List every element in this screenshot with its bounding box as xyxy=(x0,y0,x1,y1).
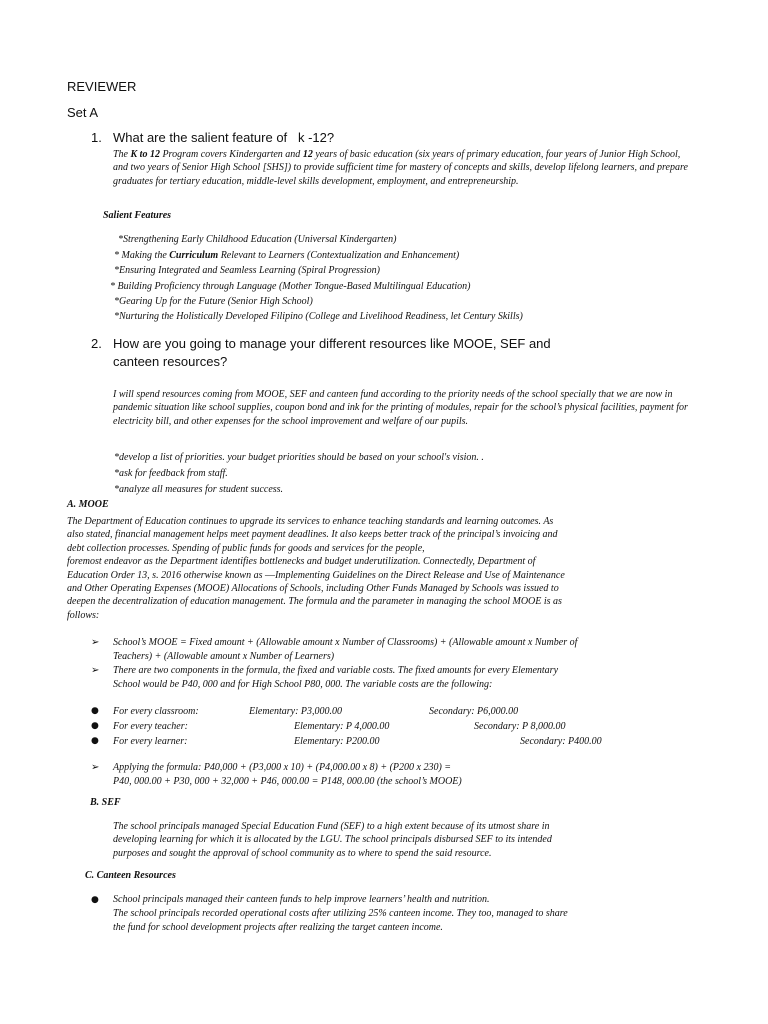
question-2-line-1: How are you going to manage your different resources like MOOE, SEF and xyxy=(113,336,551,351)
canteen-bullet-text: School principals managed their canteen funds to help improve learners’ health and nutrition. xyxy=(113,894,490,905)
sef-paragraph xyxy=(113,820,552,860)
mooe-line: Education Order 13, s. 2016 otherwise known as ―Implementing Guidelines on the Direct Release and Use of Maintenance xyxy=(67,569,565,581)
question-1 xyxy=(91,130,731,148)
arrow-bullet-icon: ➢ xyxy=(91,762,100,773)
k12-intro-paragraph xyxy=(113,148,693,188)
bullet-dot-icon: ● xyxy=(91,895,99,905)
components-line: There are two components in the formula, the fixed and variable costs. The fixed amounts for every Elementary xyxy=(113,665,559,676)
mooe-line: and Other Operating Expenses (MOOE) Allocations of Schools, including Other Funds Managed by Schools was issued to xyxy=(67,583,559,595)
canteen-heading: C. Canteen Resources xyxy=(85,870,176,881)
mooe-components-item xyxy=(91,664,711,694)
mooe-line: debt collection processes. Spending of public funds for goods and services for the people, xyxy=(67,542,425,554)
question-1-text: What are the salient feature of k -12? xyxy=(113,130,335,145)
mooe-paragraph xyxy=(67,515,565,622)
arrow-bullet-icon: ➢ xyxy=(91,665,100,676)
set-label: Set A xyxy=(67,105,99,120)
formula-line: Teachers) + (Allowable amount x Number of Learners) xyxy=(113,651,335,662)
cost-row-learner xyxy=(91,736,711,750)
bullet-dot-icon: ● xyxy=(91,721,99,731)
components-line: School would be P40, 000 and for High School P80, 000. The variable costs are the following: xyxy=(113,679,493,690)
cost-elementary: Elementary: P3,000.00 xyxy=(249,706,343,717)
question-2-number: 2. xyxy=(91,336,102,351)
bullet-dot-icon: ● xyxy=(91,736,99,746)
intro-text-1: The xyxy=(113,149,131,160)
mooe-line: deepen the decentralization of education management. The formula and the parameter in managing the school MOOE is as xyxy=(67,596,562,608)
feature-item: *Gearing Up for the Future (Senior High School) xyxy=(114,296,313,307)
resources-answer-paragraph: I will spend resources coming from MOOE, SEF and canteen fund according to the priority needs of the school specially that we are now in pandemic situation like school supplies, coupon bond and ink for the printing of modules, repair for the school’s physical facilities, payment for electricity bill, and other expenses for the school improvement and welfare of our pupils. xyxy=(113,389,688,427)
feature-text: Relevant to Learners (Contextualization and Enhancement) xyxy=(218,250,460,261)
cost-elementary: Elementary: P 4,000.00 xyxy=(294,721,390,732)
mooe-line: also stated, financial management helps meet payment deadlines. It also keeps better track of the principal’s invoicing and xyxy=(67,529,558,541)
canteen-line: the fund for school development projects after realizing the target canteen income. xyxy=(113,922,443,933)
cost-label: For every classroom: xyxy=(113,706,199,717)
feature-item: * Building Proficiency through Language (Mother Tongue-Based Multilingual Education) xyxy=(110,281,471,292)
sef-heading: B. SEF xyxy=(90,797,121,808)
sef-line: developing learning for which it is allocated by the LGU. The school principals disbursed SEF to its intended xyxy=(113,834,552,846)
mooe-formula-item xyxy=(91,636,711,666)
priority-tip: *develop a list of priorities. your budget priorities should be based on your school's vision. . xyxy=(114,452,484,463)
bullet-dot-icon: ● xyxy=(91,706,99,716)
cost-label: For every teacher: xyxy=(113,721,188,732)
cost-label: For every learner: xyxy=(113,736,188,747)
question-1-number: 1. xyxy=(91,130,102,145)
mooe-line: The Department of Education continues to upgrade its services to enhance teaching standards and learning outcomes. As xyxy=(67,516,554,527)
sef-line: purposes and sought the approval of school community as to where to spend the said resource. xyxy=(113,847,492,859)
mooe-applying-item xyxy=(91,761,711,791)
feature-bold-curriculum: Curriculum xyxy=(169,250,219,261)
canteen-line: The school principals recorded operational costs after utilizing 25% canteen income. They too, managed to share xyxy=(113,908,568,919)
cost-row-classroom xyxy=(91,706,711,720)
feature-item xyxy=(114,248,459,263)
intro-text-3: years of basic education (six years of primary education, four years of Junior High School, and two years of Senior High School [SHS]) to provide sufficient time for mastery of concepts and skills, develop lifelong learners, and prepare graduates for tertiary education, middle-level skills development, employment, and entrepreneurship. xyxy=(113,149,688,187)
arrow-bullet-icon: ➢ xyxy=(91,637,100,648)
mooe-line: follows: xyxy=(67,609,100,621)
canteen-item xyxy=(91,893,711,935)
applying-line: P40, 000.00 + P30, 000 + 32,000 + P46, 000.00 = P148, 000.00 (the school’s MOOE) xyxy=(113,776,462,787)
cost-secondary: Secondary: P 8,000.00 xyxy=(474,721,566,732)
feature-text: * Making the xyxy=(114,250,170,261)
cost-row-teacher xyxy=(91,721,711,735)
applying-line: Applying the formula: P40,000 + (P3,000 x 10) + (P4,000.00 x 8) + (P200 x 230) = xyxy=(113,762,452,773)
priority-tip: *analyze all measures for student success. xyxy=(114,484,284,495)
question-2 xyxy=(91,336,731,372)
intro-bold-k12: K to 12 xyxy=(130,149,160,160)
cost-elementary: Elementary: P200.00 xyxy=(294,736,380,747)
sef-line: The school principals managed Special Education Fund (SEF) to a high extent because of its utmost share in xyxy=(113,821,550,832)
formula-line: School’s MOOE = Fixed amount + (Allowable amount x Number of Classrooms) + (Allowable amount x Number of xyxy=(113,637,578,648)
question-2-line-2: canteen resources? xyxy=(113,354,228,369)
cost-secondary: Secondary: P6,000.00 xyxy=(429,706,519,717)
feature-item: *Strengthening Early Childhood Education (Universal Kindergarten) xyxy=(118,234,397,245)
intro-bold-12: 12 xyxy=(302,149,313,160)
salient-features-heading: Salient Features xyxy=(103,210,172,221)
doc-title: REVIEWER xyxy=(67,79,137,94)
mooe-line: foremost endeavor as the Department identifies bottlenecks and budget underutilization. Connectedly, Department of xyxy=(67,556,536,568)
intro-text-2: Program covers Kindergarten and xyxy=(159,149,303,160)
feature-item: *Nurturing the Holistically Developed Filipino (College and Livelihood Readiness, let Century Skills) xyxy=(114,311,523,322)
feature-item: *Ensuring Integrated and Seamless Learning (Spiral Progression) xyxy=(114,265,380,276)
cost-secondary: Secondary: P400.00 xyxy=(520,736,602,747)
priority-tip: *ask for feedback from staff. xyxy=(114,468,228,479)
mooe-heading: A. MOOE xyxy=(67,499,109,510)
